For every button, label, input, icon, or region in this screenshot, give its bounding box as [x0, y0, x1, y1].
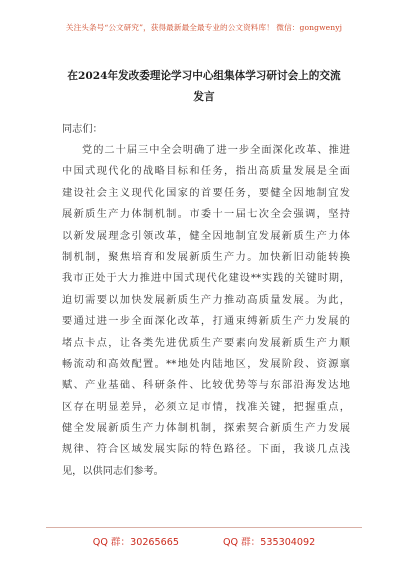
- body-line: 展新质生产力体制机制。市委十一届七次全会强调，坚持: [62, 209, 350, 221]
- body-line: 规律、符合区域发展实际的特色路径。下面，我谈几点浅: [62, 444, 350, 456]
- footer-qq-group-left: QQ 群：30265665: [92, 537, 179, 548]
- document-title: [48, 66, 360, 108]
- body-line: 畅流动和高效配置。**地处内陆地区，发展阶段、资源禀: [62, 358, 350, 370]
- footer-divider: [46, 527, 362, 528]
- body-text: [62, 140, 350, 482]
- body-line: 要通过进一步全面深化改革，打通束缚新质生产力发展的: [62, 316, 350, 328]
- title-line-1: 在2024年发改委理论学习中心组集体学习研讨会上的交流: [67, 70, 341, 82]
- footer: [0, 534, 408, 548]
- body-line: 我市正处于大力推进中国式现代化建设**实践的关键时期，: [62, 273, 350, 285]
- title-line-2: 发言: [193, 91, 215, 103]
- body-line: 堵点卡点，让各类先进优质生产要素向发展新质生产力顺: [62, 337, 350, 349]
- body-line: 以新发展理念引领改革，健全因地制宜发展新质生产力体: [62, 230, 350, 242]
- body-line: 区存在明显差异，必须立足市情，找准关键，把握重点，: [62, 401, 350, 413]
- body-line: 中国式现代化的战略目标和任务，指出高质量发展是全面: [62, 166, 350, 178]
- body-line: 建设社会主义现代化国家的首要任务，要健全因地制宜发: [62, 187, 350, 199]
- body-line: 赋、产业基础、科研条件、比较优势等与东部沿海发达地: [62, 380, 350, 392]
- body-line: 党的二十届三中全会明确了进一步全面深化改革、推进: [82, 145, 350, 156]
- body-line: 制机制，聚焦培育和发展新质生产力。加快新旧动能转换: [62, 251, 350, 263]
- header-banner: 关注头条号“公文研究”，获得最新最全最专业的公文资料库！ 微信：gongwenyj: [65, 23, 343, 32]
- footer-qq-group-right: QQ 群：535304092: [222, 537, 316, 548]
- body-line: 健全发展新质生产力体制机制，探索契合新质生产力发展: [62, 423, 350, 435]
- body-line: 迫切需要以加快发展新质生产力推动高质量发展。为此，: [62, 294, 350, 306]
- body-line: 见，以供同志们参考。: [62, 465, 164, 477]
- salutation: 同志们：: [62, 124, 103, 135]
